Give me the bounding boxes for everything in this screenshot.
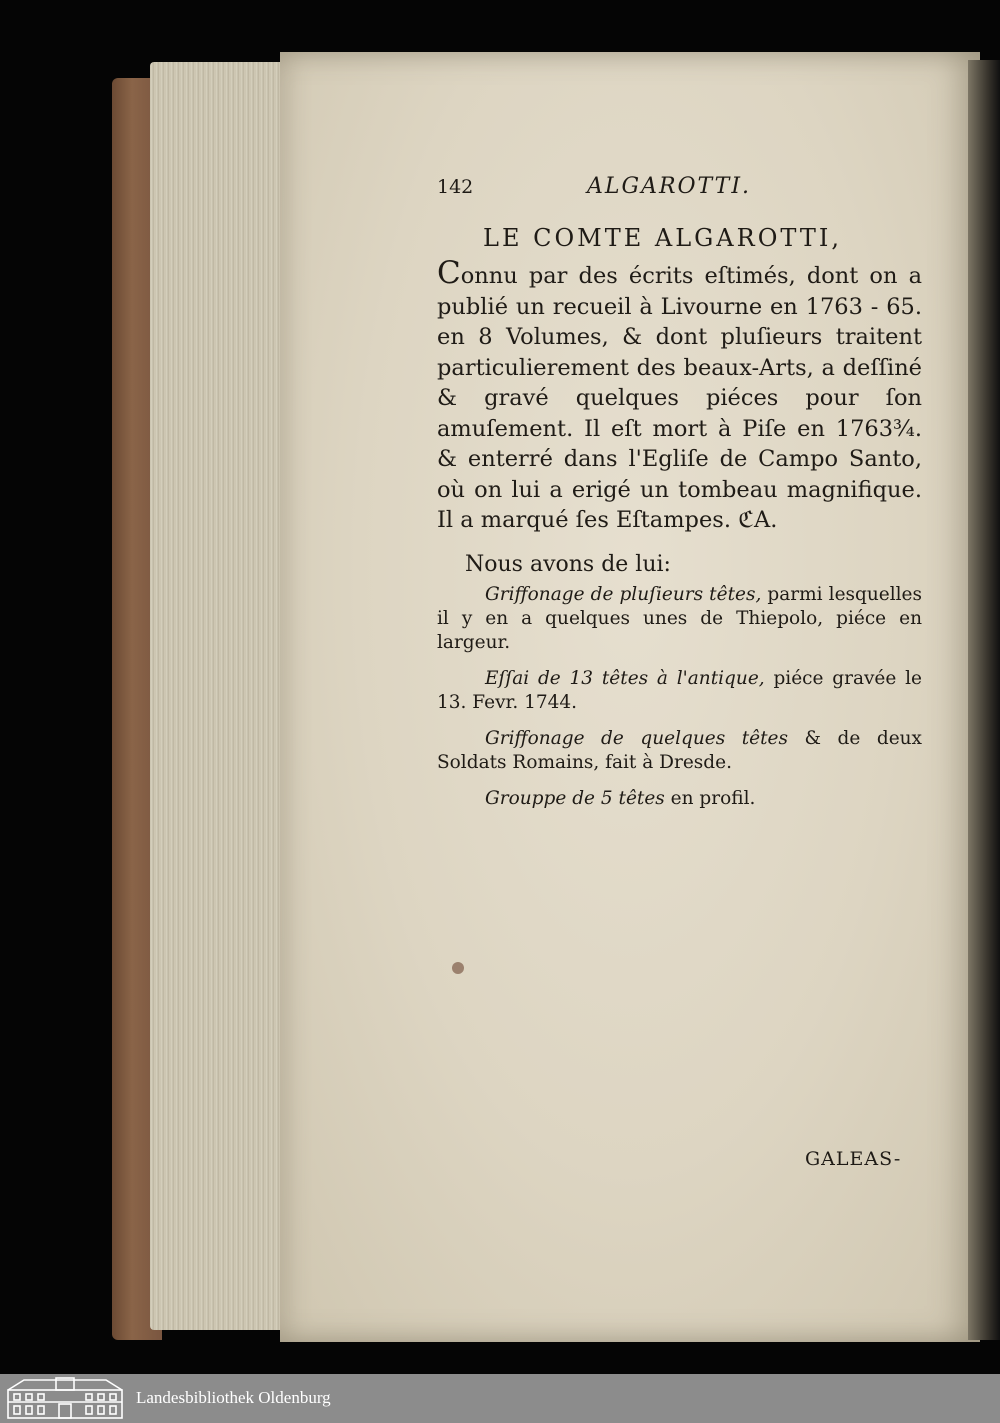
work-description: piéce gravée le 13. Fevr. 1744.	[437, 667, 922, 713]
list-item	[437, 583, 922, 655]
intro-paragraph	[437, 255, 922, 536]
initial-letter: C	[437, 255, 461, 291]
library-name: Landesbibliothek Oldenburg	[136, 1388, 331, 1407]
subheading: Nous avons de lui:	[465, 551, 671, 577]
running-title: ALGAROTTI.	[587, 174, 751, 199]
catchword: GALEAS-	[805, 1148, 902, 1170]
paper-stain	[452, 962, 464, 974]
library-building-icon	[4, 1376, 126, 1420]
work-description: parmi lesquelles il y en a quelques unes de Thiepolo, piéce en largeur.	[437, 583, 922, 653]
intro-text: onnu par des écrits eſtimés, dont on a publié un recueil à Livourne en 1763 - 65. en 8 Volumes, & dont pluſieurs traitent particulierement des beaux-Arts, a deſſiné & gravé quelques piéces pour ſon amuſement. Il eſt mort à Piſe en 1763¾. & enterré dans l'Egliſe de Campo Santo, où on lui a erigé un tombeau magnifique. Il a marqué ſes Eſtampes. ℭA.	[437, 263, 922, 533]
page-text	[437, 168, 922, 823]
work-title: Eſſai de 13 têtes à l'antique,	[485, 667, 765, 689]
page-number: 142	[437, 176, 474, 198]
work-title: Griffonage de pluſieurs têtes,	[485, 583, 762, 605]
entry-heading: LE COMTE ALGAROTTI,	[483, 224, 842, 252]
list-item	[437, 787, 922, 811]
work-title: Griffonage de quelques têtes	[485, 727, 788, 749]
running-head	[437, 168, 922, 208]
work-title: Grouppe de 5 têtes	[485, 787, 665, 809]
work-description: en profil.	[664, 787, 756, 809]
book-gutter	[968, 60, 1000, 1340]
work-description: & de deux Soldats Romains, fait à Dresde.	[437, 727, 922, 773]
page-edges	[150, 62, 285, 1330]
footer-bar	[0, 1374, 1000, 1423]
list-item	[437, 727, 922, 775]
list-item	[437, 667, 922, 715]
